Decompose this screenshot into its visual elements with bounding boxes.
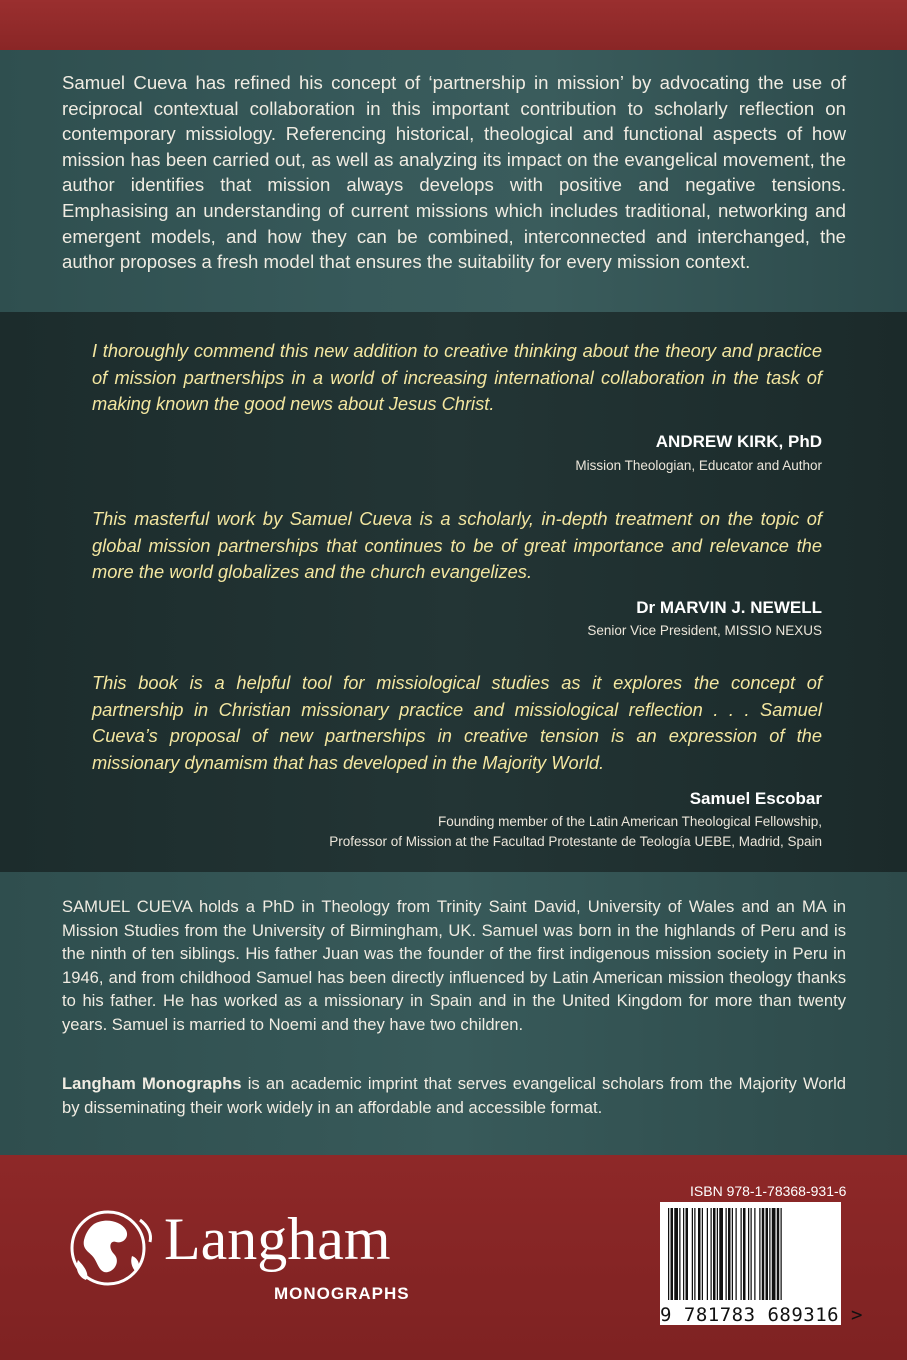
endorsement-quote-newell: This masterful work by Samuel Cueva is a scholarly, in-depth treatment on the topic of global mission partnerships that continues to be of great importance and relevance the more the world globalizes and the church evangelizes. <box>92 508 822 582</box>
globe-icon <box>64 1200 160 1296</box>
endorsement-quote-kirk: I thoroughly commend this new addition to creative thinking about the theory and practice of mission partnerships in a world of increasing international collaboration in the task of making known the good news about Jesus Christ. <box>92 340 822 414</box>
barcode-bar <box>741 1208 742 1300</box>
langham-logo <box>64 1200 444 1310</box>
barcode-bar <box>692 1208 693 1300</box>
barcode-bar <box>683 1208 684 1300</box>
endorser-role-escobar-line2: Professor of Mission at the Facultad Protestante de Teología UEBE, Madrid, Spain <box>329 834 822 849</box>
barcode-bar <box>736 1208 737 1300</box>
barcode-bar <box>748 1208 749 1300</box>
barcode-bar <box>772 1208 776 1300</box>
author-bio: SAMUEL CUEVA holds a PhD in Theology from Trinity Saint David, University of Wales and an MA in Mission Studies from the University of Birmingham, UK. Samuel was born in the highlands of Peru and is the ninth of ten siblings. His father Juan was the founder of the first indigenous mission society in Peru in 1946, and from childhood Samuel has been directly influenced by Latin American mission theology thanks to his father. He has worked as a missionary in Spain and in the United Kingdom for more than twenty years. Samuel is married to Noemi and they have two children. <box>62 897 846 1034</box>
barcode-bar <box>711 1208 712 1300</box>
barcode-bar <box>754 1208 755 1300</box>
barcode-bar <box>707 1208 708 1300</box>
barcode-bar <box>679 1208 680 1300</box>
logo-subtitle: MONOGRAPHS <box>274 1284 410 1303</box>
barcode-digits: 9 781783 689316 > <box>660 1304 863 1326</box>
barcode-bar <box>751 1208 752 1300</box>
barcode-bar <box>743 1208 746 1300</box>
barcode-bar <box>674 1208 678 1300</box>
barcode-bar <box>719 1208 723 1300</box>
barcode-bar <box>726 1208 727 1300</box>
barcode-bar <box>694 1208 695 1300</box>
logo-wordmark: Langham <box>164 1206 391 1272</box>
imprint-text: is an academic imprint that serves evangelical scholars from the Majority World by disseminating their work widely in an affordable and accessible format. <box>62 1074 847 1117</box>
barcode-bar <box>686 1208 689 1300</box>
barcode-bar <box>713 1208 716 1300</box>
barcode-bar <box>769 1208 770 1300</box>
barcode-bar <box>759 1208 760 1300</box>
endorsement-quote-escobar: This book is a helpful tool for missiological studies as it explores the concept of partnership in Christian missionary practice and missiological reflection . . . Samuel Cueva’s proposal of new partnerships in creative tension is an expression of the missionary dynamism that has developed in the Majority World. <box>92 672 822 773</box>
barcode-bars <box>660 1202 841 1306</box>
barcode-bar <box>781 1208 782 1300</box>
barcode-bar <box>702 1208 703 1300</box>
barcode-bar <box>671 1208 674 1300</box>
endorser-role-newell: Senior Vice President, MISSIO NEXUS <box>587 623 822 638</box>
barcode-bar <box>766 1208 769 1300</box>
endorser-role-escobar: Founding member of the Latin American Theological Fellowship, <box>438 814 822 829</box>
imprint-name: Langham Monographs <box>62 1074 242 1093</box>
barcode-bar <box>698 1208 701 1300</box>
endorser-name-escobar: Samuel Escobar <box>689 789 822 808</box>
barcode-bar <box>728 1208 731 1300</box>
barcode-bar <box>717 1208 718 1300</box>
imprint-statement <box>62 1072 846 1119</box>
isbn-label: ISBN 978-1-78368-931-6 <box>690 1183 847 1199</box>
endorser-name-newell: Dr MARVIN J. NEWELL <box>636 598 822 617</box>
endorser-role-kirk: Mission Theologian, Educator and Author <box>575 458 822 473</box>
isbn-barcode <box>660 1202 863 1326</box>
barcode-bar <box>732 1208 733 1300</box>
book-description: Samuel Cueva has refined his concept of ‘partnership in mission’ by advocating the use of reciprocal contextual collaboration in this important contribution to scholarly reflection on contemporary missiology. Referencing historical, theological and functional aspects of how mission has been carried out, as well as analyzing its impact on the evangelical movement, the author identifies that mission always develops with positive and negative tensions. Emphasising an understanding of current missions which includes traditional, networking and emergent models, and how they can be combined, interconnected and interchanged, the author proposes a fresh model that ensures the suitability for every mission context. <box>62 72 846 273</box>
barcode-bar <box>762 1208 765 1300</box>
endorser-name-kirk: ANDREW KIRK, PhD <box>655 432 822 451</box>
barcode-bar <box>777 1208 780 1300</box>
top-red-band <box>0 0 907 50</box>
barcode-bar <box>668 1208 669 1300</box>
